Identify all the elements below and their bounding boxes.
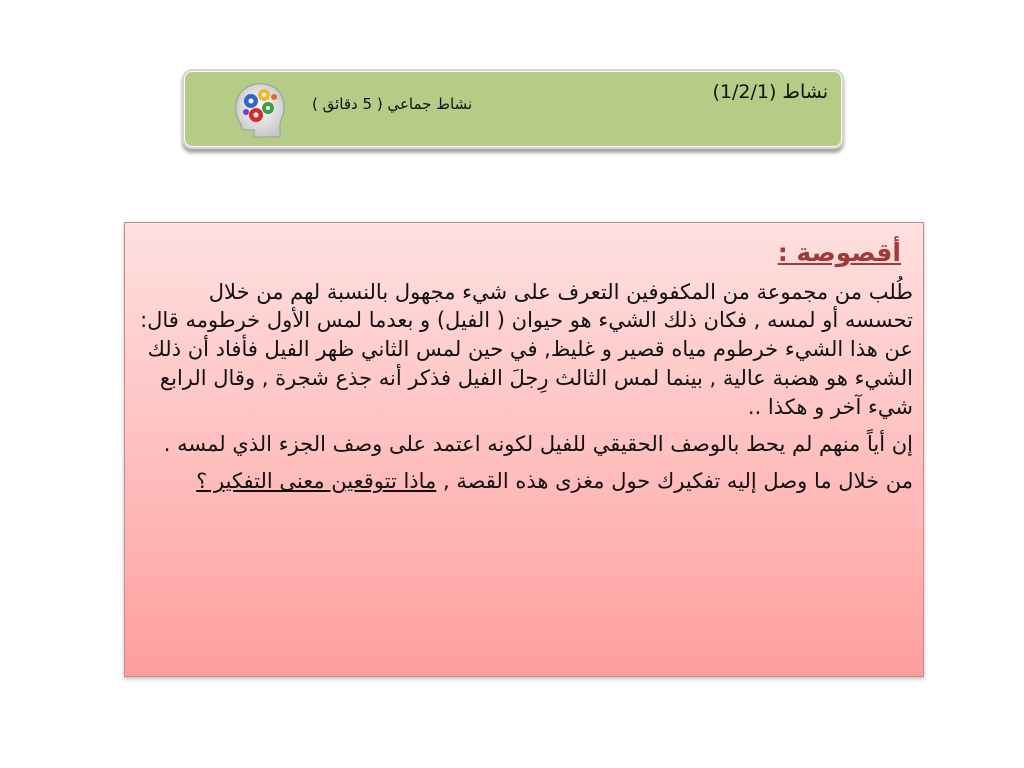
activity-subtitle: نشاط جماعي ( 5 دقائق ) <box>312 95 473 113</box>
story-paragraph-2: إن أياً منهم لم يحط بالوصف الحقيقي للفيل لكونه اعتمد على وصف الجزء الذي لمسه . <box>163 432 913 457</box>
head-gears-icon <box>230 79 288 141</box>
story-paragraph-3 <box>137 467 913 496</box>
activity-banner <box>182 69 844 149</box>
story-question-intro: من خلال ما وصل إليه تفكيرك حول مغزى هذه القصة , <box>436 469 913 494</box>
story-heading: أقصوصة : <box>777 238 901 267</box>
story-box <box>124 222 924 677</box>
activity-title: نشاط (1/2/1) <box>712 81 828 103</box>
story-paragraph-1: طُلب من مجموعة من المكفوفين التعرف على شيء مجهول بالنسبة لهم من خلال تحسسه أو لمسه , فكان ذلك الشيء هو حيوان ( الفيل) و بعدما لمس الأول خرطومه قال: عن هذا الشيء خرطوم مياه قصير و غليظ, في حين لمس الثاني ظهر الفيل فأفاد أن ذلك الشيء هو هضبة عالية , بينما لمس الثالث رِجلَ الفيل فذكر أنه جذع شجرة , وقال الرابع شيء آخر و هكذا .. <box>140 279 913 420</box>
story-question: ماذا تتوقعين معنى التفكير ؟ <box>196 469 437 494</box>
